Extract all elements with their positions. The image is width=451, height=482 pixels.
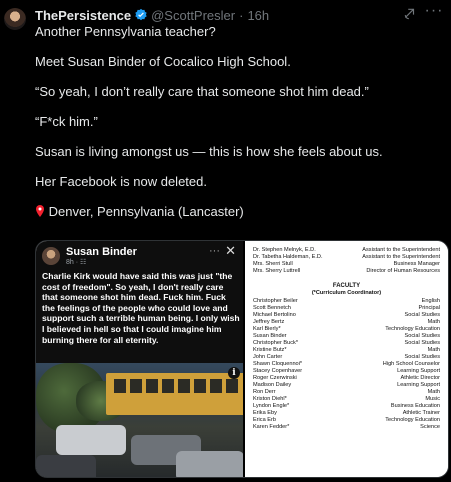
facebook-meta: 8h · ☷: [66, 259, 87, 266]
display-name[interactable]: ThePersistence: [35, 7, 132, 23]
tweet-line: “So yeah, I don’t really care that someone shot him dead.”: [35, 84, 369, 99]
staff-row: Scott Bennetch Principal: [252, 305, 440, 311]
tweet-line: Another Pennsylvania teacher?: [35, 24, 216, 39]
staff-row: Kristine Butz* Math: [252, 347, 440, 353]
car-shape: [176, 451, 243, 477]
staff-row: Shawn Cloquennoi* High School Counselor: [252, 361, 440, 367]
staff-row: Kriston Diehl* Music: [252, 396, 440, 402]
tweet-body: [35, 24, 445, 219]
staff-row: Roger Czerwinski Athletic Director: [252, 375, 440, 381]
location-line: [35, 204, 445, 219]
staff-row: Erica Erb Technology Education: [252, 417, 440, 423]
staff-row: Christopher Buck* Social Studies: [252, 340, 440, 346]
facebook-close-icon: ✕: [225, 243, 236, 258]
staff-row: Michael Bertolino Social Studies: [252, 312, 440, 318]
tweet-line: [35, 189, 445, 204]
avatar[interactable]: [4, 8, 26, 30]
faculty-heading: FACULTY: [332, 283, 361, 289]
faculty-list-image[interactable]: [243, 241, 448, 477]
tweet-line: [35, 39, 445, 54]
grok-icon[interactable]: [403, 7, 417, 21]
staff-row: Erika Eby Athletic Trainer: [252, 410, 440, 416]
separator-dot: ·: [239, 7, 244, 23]
staff-row: Susan Binder Social Studies: [252, 333, 440, 339]
info-icon[interactable]: i: [228, 367, 240, 379]
staff-row: Lyndon Engle* Business Education: [252, 403, 440, 409]
tweet-line: [35, 69, 445, 84]
staff-row: Christopher Beiler English: [252, 298, 440, 304]
staff-row: Karl Bierly* Technology Education: [252, 326, 440, 332]
staff-row: John Carter Social Studies: [252, 354, 440, 360]
staff-row: Karen Fedder* Science: [252, 424, 440, 430]
tweet-line: Meet Susan Binder of Cocalico High School.: [35, 54, 291, 69]
staff-row: Mrs. Sherry Luttrell Director of Human Resources: [252, 268, 440, 274]
facebook-avatar: [42, 247, 60, 265]
tweet-line: Her Facebook is now deleted.: [35, 174, 207, 189]
tweet-line: Susan is living amongst us — this is how she feels about us.: [35, 144, 383, 159]
facebook-name: Susan Binder: [66, 246, 137, 258]
tweet-line: [35, 159, 445, 174]
school-bus-shape: [106, 373, 243, 415]
tweet-header: [35, 2, 444, 23]
location-text: Denver, Pennsylvania (Lancaster): [48, 204, 244, 219]
tweet-line: [35, 99, 445, 114]
tweet-line: [35, 129, 445, 144]
staff-row: Dr. Tabetha Haldeman, E.D. Assistant to the Superintendent: [252, 254, 440, 260]
faculty-list: [253, 298, 440, 431]
facebook-more-icon: ···: [209, 245, 220, 257]
timestamp[interactable]: 16h: [247, 7, 270, 23]
staff-row: Madison Dailey Learning Support: [252, 382, 440, 388]
car-shape: [36, 455, 96, 477]
staff-row: Jeffrey Bertz Math: [252, 319, 440, 325]
admin-list: [253, 247, 440, 275]
facebook-screenshot-image[interactable]: [36, 241, 243, 477]
staff-row: Stacey Copenhaver Learning Support: [252, 368, 440, 374]
media-grid[interactable]: [35, 240, 449, 478]
more-options-button[interactable]: ···: [424, 2, 444, 19]
handle[interactable]: @ScottPresler: [151, 7, 236, 23]
verified-badge-icon: [134, 8, 148, 22]
faculty-subheading: (*Curriculum Coordinator): [311, 290, 382, 296]
staff-row: Ron Derr Math: [252, 389, 440, 395]
facebook-post-header: [42, 245, 238, 269]
car-shape: [56, 425, 126, 455]
staff-row: Mrs. Sherri Stull Business Manager: [252, 261, 440, 267]
staff-row: Dr. Stephen Melnyk, E.D. Assistant to the Superintendent: [252, 247, 440, 253]
location-pin-icon: [35, 205, 45, 217]
facebook-post-text: Charlie Kirk would have said this was just "the cost of freedom". So yeah, I don't really care that someone shot him dead. Fuck him. Fuck the feelings of the people who could love and support such a terrible human being. I only wish I believed in hell so that I could imagine him burning there for all eternity.: [42, 271, 240, 345]
news-photo: [36, 363, 243, 477]
tweet-line: “F*ck him.”: [35, 114, 98, 129]
